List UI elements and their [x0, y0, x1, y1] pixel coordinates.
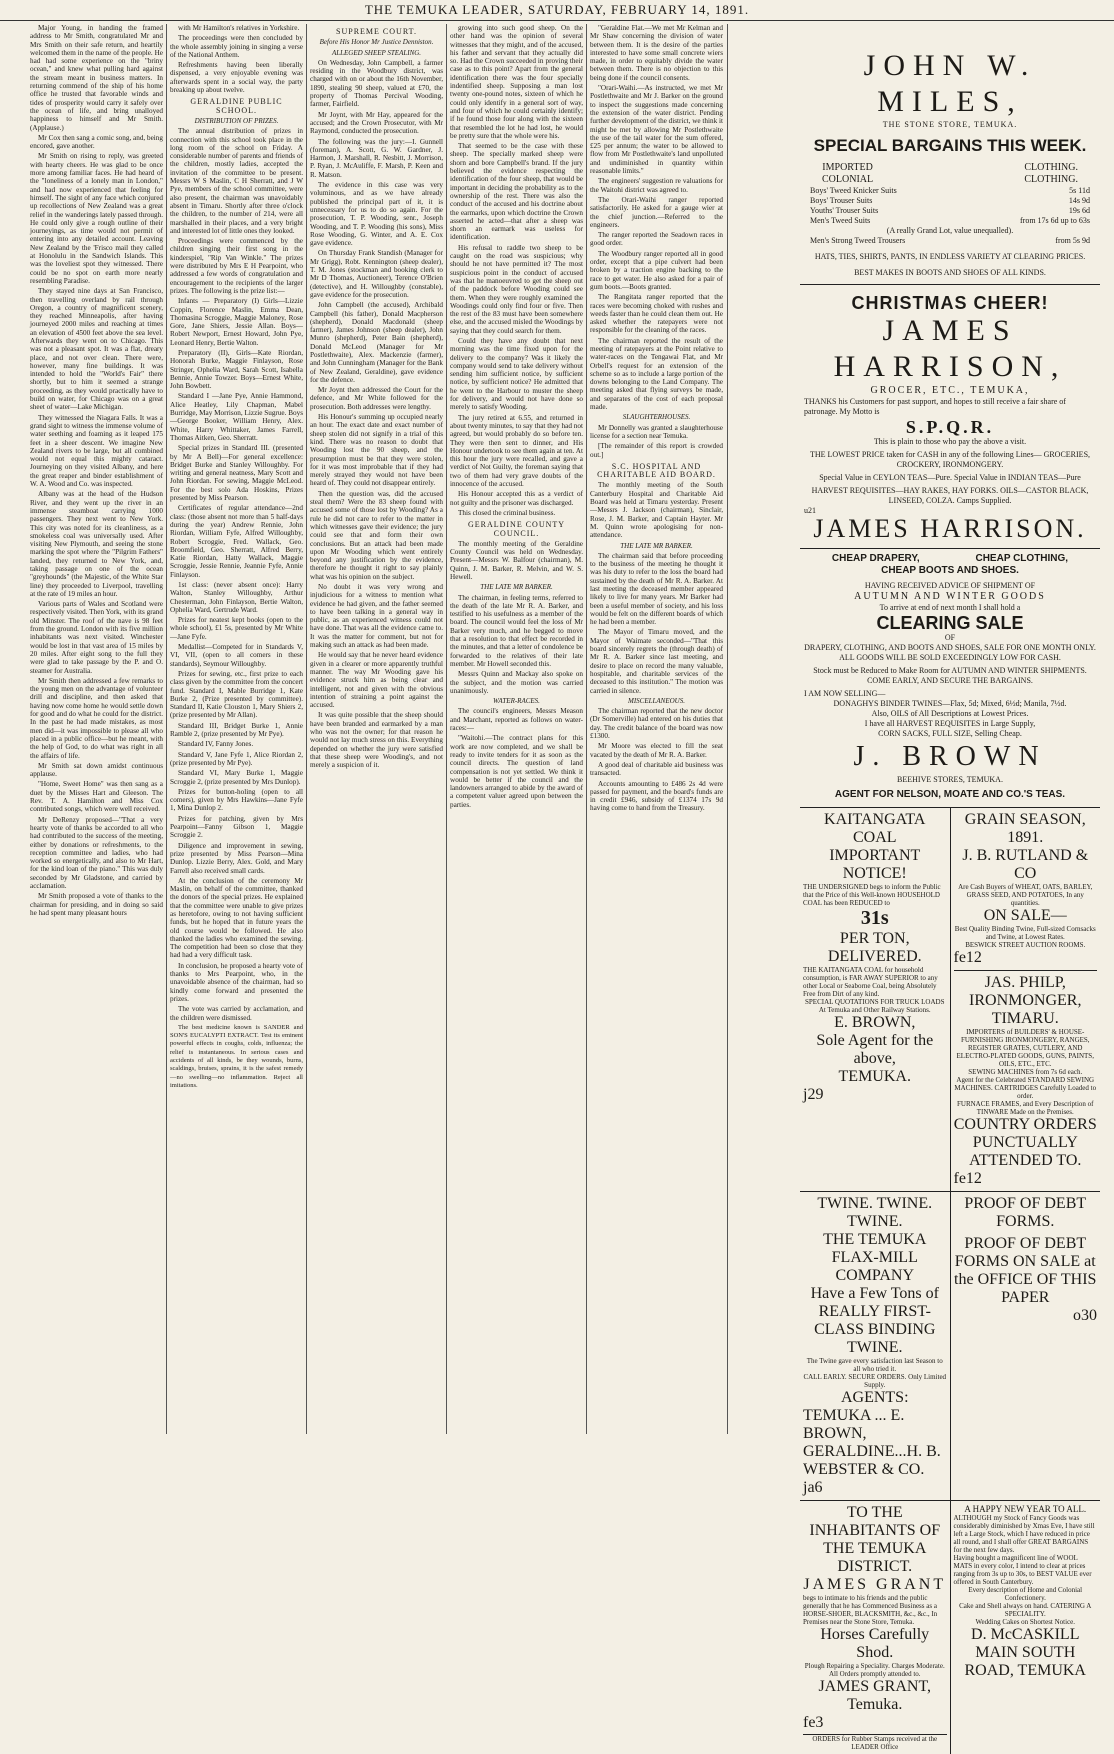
paragraph: Proceedings were commenced by the children singing their first song in the kinderspiel, "Rip Van Winkle." The prizes were distributed by Mrs E H Pearpoint, who addressed a few words of congratulation and encouragement to the recipients of the larger prizes. The following is the prize list:— [170, 237, 303, 295]
ad-row [800, 1501, 1100, 1754]
masthead: THE TEMUKA LEADER, SATURDAY, FEBRUARY 14, 1891. [0, 0, 1114, 21]
price-row [804, 216, 1096, 226]
paragraph: The evidence in this case was very voluminous, and as we have already published the principal part of it, it is unnecessary for us to do so again. For the prosecution, T. P. Wooding, senr., Joseph Wooding, and T. P. Wooding (his sons), Miss Rose Wooding, G. Winter, and A. E. Cox gave evidence. [310, 181, 443, 248]
paragraph: growing into such good sheep. On the other hand was the opinion of several witnesses that they might, and of the accused, his father and servant that they actually did so. Had the Crown succeeded in proving their case as to this point? Apart from the general identification there was the four specially indentified sheep. Supposing a man lost twenty one-pound notes, sixteen of which he could only identify in a general sort of way, and four of which he could certainly identify; if he found those four along with the sixteen that resembled the lot he had lost, he would be pretty sure that the whole were his. [450, 24, 583, 140]
price-row [804, 186, 1096, 196]
column-3 [310, 24, 443, 1434]
ad-title: J. BROWN [853, 741, 1047, 772]
paragraph: The chairman said that before proceeding to the business of the meeting he thought it was his duty to refer to the loss the board had sustained by the death of Mr R. A. Barker. At last meeting the deceased member appeared likely to live for many years. Mr Barker had been a useful member of society, and his loss would be felt on the different boards of which he had been a member. [590, 551, 723, 627]
ad-text: E. BROWN, [834, 1014, 916, 1031]
ad-twine [800, 1192, 951, 1500]
ad-text: Wedding Cakes on Shortest Notice. [975, 1618, 1076, 1626]
paragraph: Accounts amounting to £486 2s 4d were passed for payment, and the board's funds are in credit £946, subsidy of £1374 17s 9d having come to hand from the Treasury. [590, 779, 723, 813]
paragraph: Mr Smith then addressed a few remarks to the young men on the advantage of volunteer drill and discipline, and then asked that having now come home he would settle down for good and do what he could for the district. In the past he had made mistakes, as most men did—it was impossible to please all who placed in a public office—but he meant, with the help of God, to do what was right in all the affairs of life. [30, 676, 163, 760]
ad-title: JAMES GRANT [803, 1576, 947, 1593]
ad-text: SPECIAL QUOTATIONS FOR TRUCK LOADS At Temuka and Other Railway Stations. [805, 998, 945, 1014]
paragraph: John Campbell (the accused), Archibald Campbell (his father), Donald Macpherson (shepherd), Donald Macdonald (sheep farmer), James Johnson (sheep dealer), John Munro (shepherd), Peter Bain (shepherd), Donald McLeod (Manager for Mr Postlethwaite), Alex. Mackenzie (farmer), and John Cunningham (Manager for the Bank of New Zealand, Geraldine), gave evidence for the defence. [310, 301, 443, 384]
item-price: from 17s 6d up to 63s [1020, 216, 1090, 225]
ad-text: JAMES GRANT, [818, 1678, 932, 1695]
ad-motto: S.P.Q.R. [905, 417, 995, 437]
paragraph: Standard V, Jane Fyfe 1, Alice Riordan 2, (prize presented by Mr Pye). [170, 750, 303, 767]
paragraph: On Wednesday, John Campbell, a farmer residing in the Woodbury district, was charged with on or about the 16th November, 1890, stealing 90 sheep, valued at £70, the property of Thomas Percival Wooding, farmer, Fairfield. [310, 58, 443, 109]
ad-headline: KAITANGATA COAL [824, 811, 926, 846]
paragraph: Mr DeRenzy proposed—"That a very hearty vote of thanks be accorded to all who had contributed to the success of the meeting, either by donations or refreshments, to the reception committee and ladies, who had worked so energetically, and also to Mr Hart, for the kind loan of the piano." This was duly seconded by Mr Gladstone, and carried by acclamation. [30, 815, 163, 890]
paragraph: Prizes for button-holing (open to all comers), given by Mrs Hawkins—Jane Fyfe 1, Mina Dunlop 2. [170, 787, 303, 813]
article-subheading: THE LATE MR BARKER. [620, 541, 693, 550]
paragraph: The proceedings were then concluded by the whole assembly joining in singing a verse of the National Anthem. [170, 34, 303, 59]
ad-text: Horses Carefully Shod. [820, 1626, 930, 1661]
ad-code: fe3 [803, 1714, 824, 1731]
ad-text: COME EARLY, AND SECURE THE BARGAINS. [867, 676, 1033, 685]
paragraph: In conclusion, he proposed a hearty vote of thanks to Mrs Pearpoint, who, in the unavoidable absence of the chairman, had so kindly come forward and presented the prizes. [170, 961, 303, 1003]
column-1 [30, 24, 163, 1434]
ad-row [800, 1192, 1100, 1501]
ad-text: I AM NOW SELLING— [804, 689, 886, 698]
ad-text: BESWICK STREET AUCTION ROOMS. [965, 941, 1086, 949]
paragraph: The vote was carried by acclamation, and the children were dismissed. [170, 1005, 303, 1022]
paragraph: Various parts of Wales and Scotland were respectively visited. Then York, with its grand old Minster. The roof of the nave is 98 feet from the ground. London with its five million inhabitants was next visited. Winchester would be lost in that vast area of 15 miles by 20 miles. After eight song to the full they were glad to take passage by the P. and O. steamer for Australia. [30, 600, 163, 675]
ad-text: THE TEMUKA FLAX-MILL COMPANY [823, 1231, 927, 1284]
paragraph: 1st class: (never absent once): Harry Walton, Stanley Willoughby, Arthur Chesterman, John Finlayson, Bertie Walton, Ophelia Ward, Gertrude Ward. [170, 581, 303, 614]
ad-text: J. B. RUTLAND & CO [962, 847, 1089, 882]
paragraph: "Home, Sweet Home" was then sang as a duet by the Misses Hart and Gleeson. The Rev. T. A. Hamilton and Miss Cox contributed songs, which were well received. [30, 780, 163, 814]
ad-code: fe12 [953, 1170, 982, 1187]
article-heading: GERALDINE PUBLIC SCHOOL. [190, 97, 283, 115]
ad-headline: PROOF OF DEBT FORMS. [964, 1195, 1087, 1230]
article-heading: S.C. HOSPITAL AND CHARITABLE AID BOARD. [597, 461, 716, 480]
ad-rubber-stamps: ORDERS for Rubber Stamps received at the LEADER Office [803, 1734, 947, 1751]
paragraph: "Orari-Waihi.—As instructed, we met Mr Postlethwaite and Mr J. Barker on the ground to inspect the suggestions made concerning the extension of the water district. Pending further development of the district, we think it might be met by allowing Mr Postlethwaite the use of the tail water for the sum offered, £25 per annum; the water to be allowed to flow from Mr Postlethwaite's land unpolluted and undiminished in quantity within reasonable limits." [590, 84, 723, 176]
ad-text: THE KAITANGATA COAL for household consumption, is FAR AWAY SUPERIOR to any other Local or Seaborne Coal, being Absolutely Free from Dirt of any kind. [803, 966, 938, 998]
paragraph: Mr Donnelly was granted a slaughterhouse license for a section near Temuka. [590, 423, 723, 440]
paragraph: Infants — Preparatory (I) Girls—Lizzie Coppin, Florence Maslin, Emma Dean, Thomasina Scroggie, Maggie Maloney, Rose Gore, Jane Shiers, Jessie Allan. Boys—Robert Newport, Ernest Howard, John Pye, Leonard Henry, Bertie Walton. [170, 297, 303, 347]
ad-j-brown [800, 549, 1100, 808]
ad-text: ON SALE— [983, 907, 1067, 924]
ad-text: OF [944, 633, 956, 642]
item-label: Boys' Trouser Suits [810, 196, 873, 205]
ad-james-harrison [800, 285, 1100, 549]
column-rule [166, 24, 167, 1434]
paragraph: The council's engineers, Messrs Meason and Marchant, reported as follows on water-races:— [450, 707, 583, 733]
ad-text: DONAGHYS BINDER TWINES—Flax, 5d; Mixed, 6½d; Manila, 7½d. [833, 699, 1067, 708]
ad-headline: JAS. PHILP, [984, 974, 1066, 991]
ad-title: JOHN W. MILES, [863, 49, 1037, 118]
ad-code: j29 [803, 1086, 824, 1103]
ad-text: PER TON, DELIVERED. [827, 930, 922, 965]
article-subheading: MISCELLANEOUS. [628, 696, 685, 705]
ad-headline: SPECIAL BARGAINS THIS WEEK. [813, 136, 1087, 155]
ad-john-miles [800, 24, 1100, 285]
ad-text: Best Quality Binding Twine, Full-sized Cornsacks and Twine, at Lowest Rates. [954, 925, 1096, 941]
article-byline: Before His Honor Mr Justice Denniston. [319, 38, 434, 47]
paragraph: The following was the jury:—I. Gunnell (foreman), A. Scott, G. W. Gardner, J. Harmon, J. Marshall, R. Nesbitt, J. Morrison, P. Ryan, J. McAuliffe, F. Marsh, P. Keen and R. Matson. [310, 137, 443, 179]
paragraph: Special prizes in Standard III. (presented by Mr A Bell)—For general excellence: Bridget Burke and Stanley Willoughby. For writing and general neatness, Mary Scott and John Riordan. For sewing, Maggie McLeod. For the best solo Ada Hoskins, Prizes presented by Miss Pearson. [170, 444, 303, 503]
paragraph: The Rangitata ranger reported that the races were becoming choked with rushes and weeds faster than he could clean them out. He asked whether the ratepayers were not responsible for the cleaning of the races. [590, 293, 723, 335]
ad-code: o30 [1073, 1307, 1097, 1324]
paragraph: No doubt it was very wrong and injudicious for a witness to mention what evidence he had given, and the father seemed to have been talking in a general way in public, as an experienced witness could not have done. That was all the evidence came to. It was the matter for comment, but not for making such an attack as had been made. [310, 583, 443, 650]
ad-text: DRAPERY, CLOTHING, AND BOOTS AND SHOES, SALE FOR ONE MONTH ONLY. [804, 643, 1096, 652]
paragraph: His Honour's summing up occupied nearly an hour. The exact date and exact number of sheep stolen did not signify in a trial of this kind. There was no reason to doubt that Wooding lost the 90 sheep, and the presumption must be that they were stolen, for it was most improbable that if they had merely strayed they would not have been heard of. They could not disappear entirely. [310, 413, 443, 488]
ad-text: Special Value in CEYLON TEAS—Pure. Special Value in INDIAN TEAS—Pure [819, 473, 1081, 482]
ad-headline: TO THE INHABITANTS OF THE TEMUKA DISTRICT. [809, 1504, 941, 1575]
ad-clothing-heading [804, 162, 1096, 186]
paragraph: "Waitohi.—The contract plans for this work are now completed, and we shall be ready to invite tenders for it as soon as the council directs. The question of land compensation is not yet settled. We think it would be better if the council and the landowners arranged to abide by the award of a competent valuer agreed upon between the parties. [450, 734, 583, 809]
ad-kaitangata-coal [800, 808, 951, 1191]
ad-text: HATS, TIES, SHIRTS, PANTS, IN ENDLESS VARIETY AT CLEARING PRICES. [814, 252, 1086, 261]
ad-text: CLOTHING. [1024, 162, 1078, 173]
ad-text: Have a Few Tons of [810, 1285, 939, 1302]
paragraph: The annual distribution of prizes in connection with this school took place in the long room of the school on Friday. A considerable number of parents and friends of the children, mostly ladies, accepted the invitation of the committee to be present. Messrs W S Maslin, C H Sherratt, and J W Pye, members of the school committee, were also present, the chairman was unavoidably absent in Timaru. Shortly after three o'clock the children, to the number of 214, were all marshalled in their places, and a very bright and interested lot of little ones they looked. [170, 127, 303, 235]
ad-text: HARVEST REQUISITES—HAY RAKES, HAY FORKS. OILS—CASTOR BLACK, LINSEED, COLZA. Camps Supplied. [811, 486, 1089, 505]
ad-text: All Orders promptly attended to. [828, 1670, 921, 1678]
item-price: from 5s 9d [1055, 236, 1090, 245]
ad-text: This is plain to those who pay the above a visit. [873, 437, 1027, 446]
paragraph: Standard I —Jane Pye, Annie Hammond, Alice Heatley, Lily Chapman, Mabel Burridge, May Morrison, Lizzie Sugrue. Boys—George Booker, William Henry, Alex. White, Harry Whittaker, James Farrell, Thomas Aitken, Geo. Sherratt. [170, 392, 303, 442]
ad-subtitle: BEEHIVE STORES, TEMUKA. [897, 775, 1003, 784]
ad-grain-season [951, 808, 1101, 1191]
paragraph: It was quite possible that the sheep should have been branded and earmarked by a man who was not the owner; for that reason he would not lay much stress on this. Everything depended on whether the jury were satisfied that these sheep were Wooding's, and not merely a suspicion of it. [310, 711, 443, 770]
ad-code: fe12 [953, 949, 982, 966]
item-price: 19s 6d [1068, 206, 1090, 215]
ad-text: HAVING RECEIVED ADVICE OF SHIPMENT OF [864, 581, 1036, 590]
paragraph: Mr Smith sat down amidst continuous applause. [30, 761, 163, 779]
ad-text: IMPORTED [822, 162, 873, 173]
paragraph: Refreshments having been liberally dispensed, a very enjoyable evening was afterwards spent in a social way, the party breaking up about twelve. [170, 61, 303, 95]
ad-text: begs to intimate to his friends and the public generally that he has Commenced Business as a HORSE-SHOER, BLACKSMITH, &c., &c., In Premises near the Stone Store, Temuka. [803, 1594, 938, 1626]
ad-headline: AGENT FOR NELSON, MOATE AND CO.'S TEAS. [834, 789, 1066, 800]
article-subheading: DISTRIBUTION OF PRIZES. [194, 116, 279, 125]
column-4 [450, 24, 583, 1434]
paragraph: Messrs Quinn and Mackay also spoke on the subject, and the motion was carried unanimously. [450, 670, 583, 695]
paragraph: Then the question was, did the accused steal them? Were the 83 sheep found with accused some of those lost by Wooding? As a rule he did not care to refer to the matter in which witnesses gave their evidence; the jury could see that and form their own conclusions. But an attack had been made upon Mr Wooding which went entirely beyond any justification by the evidence, therefore he thought it right to say plainly what was his opinion on the subject. [310, 489, 443, 581]
item-label: Boys' Tweed Knicker Suits [810, 186, 897, 195]
ad-text: Sole Agent for the above, [816, 1032, 934, 1067]
paragraph: "Geraldine Flat.—We met Mr Kelman and Mr Shaw concerning the division of water between them. It is the desire of the parties interested to have some small concrete wiers made, in order to equitably divide the water between them. There is no objection to this being done if the council consents. [590, 24, 723, 82]
paragraph: Prizes for patching, given by Mrs Pearpoint—Fanny Gibson 1, Maggie Scroggie 2. [170, 814, 303, 840]
ad-proof-of-debt [951, 1192, 1101, 1500]
ad-text: CLOTHING. [1024, 174, 1078, 185]
paragraph: At the conclusion of the ceremony Mr Maslin, on behalf of the committee, thanked the donors of the special prizes. He explained that the committee were unable to give prizes as heretofore, owing to not having sufficient funds, but he hoped that in future years the old course would be followed. He also thanked the ladies who examined the sewing. The competition had been so close that they had had a very difficult task. [170, 876, 303, 960]
item-label: (A really Grand Lot, value unequalled). [886, 226, 1014, 235]
ad-subtitle: THE STONE STORE, TEMUKA. [882, 120, 1018, 129]
ad-headline: CHRISTMAS CHEER! [851, 293, 1049, 313]
ad-text: BEST MAKES IN BOOTS AND SHOES OF ALL KINDS. [854, 268, 1046, 277]
price-row [804, 236, 1096, 246]
article-subheading: WATER-RACES. [493, 697, 540, 706]
ad-subtitle: IRONMONGER, TIMARU. [969, 992, 1082, 1027]
ad-text: COLONIAL [822, 174, 874, 185]
ad-text: PROOF OF DEBT FORMS ON SALE at the OFFICE OF THIS PAPER [954, 1235, 1097, 1306]
price-row [804, 196, 1096, 206]
paragraph: Standard IV, Fanny Jones. [178, 740, 254, 749]
paragraph: Mr Moore was elected to fill the seat vacated by the death of Mr R. A. Barker. [590, 742, 723, 759]
ad-title: D. McCASKILL [971, 1626, 1080, 1643]
ad-james-grant [800, 1501, 951, 1754]
ad-text: ALTHOUGH my Stock of Fancy Goods was considerably diminished by Xmas Eve, I have still left a Large Stock, which I have reduced in price all round, and I shall offer GREAT BARGAINS for the next few days. [953, 1514, 1095, 1554]
ad-text: Also, OILS of All Descriptions at Lowest Prices. [871, 709, 1029, 718]
article-heading: SUPREME COURT. [336, 27, 417, 36]
ad-text: THANKS his Customers for past support, and hopes to still receive a fair share of patronage. My Motto is [804, 397, 1066, 416]
ad-text: SEWING MACHINES from 7s 6d each. [968, 1068, 1083, 1076]
paragraph: A good deal of charitable aid business was transacted. [590, 760, 723, 778]
ad-text: Stock must be Reduced to Make Room for AUTUMN AND WINTER SHIPMENTS. [813, 666, 1087, 675]
paragraph: They stayed nine days at San Francisco, then travelling overland by rail through Oregon, a country of magnificent scenery, they reached Minneapolis, after having journeyed 2000 miles and reaching at times an elevation of 4500 feet above the sea level. Afterwards they went on to Chicago. This was not a pleasant spot. It was a flat, dreary place, and not over clean. There were, however, many fine buildings. It was intended to hold the "World's Fair" there shortly, but to him it seemed a strange proceeding, as they would practically have to build on water, for Chicago was on a great sheet of water—Lake Michigan. [30, 287, 163, 412]
paragraph: The Woodbury ranger reported all in good order, except that a pipe culvert had been broken by a traction engine backing to the race to get water. He also asked for a pair of gum boots.—Boots granted. [590, 249, 723, 291]
price-row [804, 226, 1096, 236]
paragraph: That seemed to be the case with these sheep. The specially marked sheep were shorn and bore Campbell's brand. If the jury believed the evidence respecting the identification of the four sheep, that would be important in deciding the probability as to the ownership of the rest. There was also the conduct of the accused and his doctrine about the earmarks, upon which doctrine the Crown asserted he acted—that after a sheep was shorn an earmark was useless for identification. [450, 142, 583, 242]
paragraph: Mr Joynt then addressed the Court for the defence, and Mr White followed for the prosecution. Both addresses were lengthy. [310, 386, 443, 411]
paragraph: The engineers' suggestion re valuations for the Waitohi district was agreed to. [590, 177, 723, 194]
ad-text: Agent for the Celebrated STANDARD SEWING MACHINES. CARTRIDGES Carefully Loaded to order. [954, 1076, 1097, 1100]
paragraph: The Mayor of Timaru moved, and the Mayor of Waimate seconded—"That this board sincerely regrets the (through death) of Mr R. A. Barker since last meeting, and desire to place on record the many valuable, hospitable, and charitable services of the deceased to this institution." The motion was carried in silence. [590, 628, 723, 695]
ad-title: JAMES HARRISON. [813, 514, 1087, 543]
advertisements-column [800, 24, 1100, 1751]
column-rule [306, 24, 307, 1434]
paragraph: Prizes for neatest kept books (open to the whole school), £1 5s, presented by Mr White—Jane Fyfe. [170, 616, 303, 641]
paragraph: Mr Smith on rising to reply, was greeted with hearty cheers. He was glad to be once more among familiar faces. He had heard of the "loneliness of a lonely man in London," and had now experienced that feeling for himself. The sight of any face which conjured up recollections of New Zealand was a great relief in the wanderings lately passed through. He could only give a rough outline of their journeyings, as time would not permit of entering into any detailed account. Leaving New Zealand by the 'Frisco mail they called at Honolulu in the Sandwich Islands. This was the loveliest spot they witnessed. There could be no spot on earth more nearly resembling Paradise. [30, 152, 163, 285]
ad-text: AUTUMN AND WINTER GOODS [854, 591, 1046, 602]
article-subheading: THE LATE MR BARKER. [480, 583, 553, 592]
paragraph: Prizes for sewing, etc., first prize to each class given by the committee from the concert fund. Standard I, Mable Burridge 1, Kate Burke 2, (Prize presented by committee). Standard II, Katie Clouston 1, Mary Shiers 2, (prize presented by Mr Allan). [170, 669, 303, 720]
ad-text: Plough Repairing a Speciality. Charges Moderate. [804, 1662, 945, 1670]
paragraph: This closed the criminal business. [458, 508, 556, 517]
paragraph: Diligence and improvement in sewing, prize presented by Miss Pearson—Mina Dunlop. Lizzie Berry, Alex. Gold, and Mary Farrell also received small cards. [170, 841, 303, 875]
paragraph: His Honour accepted this as a verdict of not guilty and the prisoner was discharged. [450, 490, 583, 507]
ad-text: Temuka. [847, 1696, 903, 1713]
ad-happy-new-year [951, 1501, 1101, 1754]
item-label: Youths' Trouser Suits [810, 206, 879, 215]
ad-headline: CHEAP DRAPERY, [831, 553, 920, 564]
ad-text: Cake and Shell always on hand. CATERING A SPECIALITY. [959, 1602, 1092, 1618]
ad-text: FURNACE FRAMES, and Every Description of TINWARE Made on the Premises. [957, 1100, 1094, 1116]
ad-headline: A HAPPY NEW YEAR TO ALL. [964, 1504, 1087, 1514]
paragraph: They witnessed the Niagara Falls. It was a grand sight to witness the immense volume of water seething and foaming as it leaped 175 feet in a sheer descent. We imagine New Zealand rivers to be large, but all combined would not equal this mighty cataract. Journeying on they visited Albany, and here the great reaper and binder establishment of W. A. Wood and Co. was inspected. [30, 413, 163, 489]
paragraph: The ranger reported the Seadown races in good order. [590, 231, 723, 248]
ad-text: TEMUKA. [838, 1068, 911, 1085]
ad-text: CALL EARLY. SECURE ORDERS. Only Limited Supply. [803, 1373, 947, 1389]
paragraph: Certificates of regular attendance—2nd class: (those absent not more than 5 half-days during the year) Andrew Rennie, John Riordan, William Fyfe, Alfred Willoughby, Robert Scroggie, Fred. Wallack, Geo. Broomfield, Geo. Sherratt, Alfred Berry, Katie Riordan, Hatty Wallack, Maggie Scroggie, Jessie Rennie, Jeannie Fyfe, Annie Finlayson. [170, 504, 303, 579]
paragraph: with Mr Hamilton's relatives in Yorkshire. [178, 24, 300, 32]
paragraph: The chairman reported the result of the meeting of ratepayers at the Point relative to water-races on the Tengawai Flat, and Mr Orbell's request for an extension of the scheme so as to include a large portion of the downs belonging to the Land Company. The meeting asked that flying surveys be made, and separates of the cost of each proposal made. [590, 336, 723, 412]
article-heading: GERALDINE COUNTY COUNCIL. [467, 520, 566, 538]
column-rule [446, 24, 447, 1434]
ad-text: THE LOWEST PRICE taken for CASH in any of the following Lines— GROCERIES, CROCKERY, IRONMONGERY. [809, 450, 1091, 469]
ad-subtitle: GROCER, ETC., TEMUKA, [870, 385, 1030, 396]
item-price: 14s 9d [1068, 196, 1090, 205]
ad-text: To arrive at end of next month I shall hold a [879, 603, 1021, 612]
ad-code: ja6 [803, 1479, 823, 1496]
ad-jas-philp [954, 970, 1098, 1188]
ad-headline: CHEAP BOOTS AND SHOES. [881, 565, 1019, 576]
paragraph: Preparatory (II), Girls—Kate Riordan, Honorah Burke, Maggie Finlayson, Rose Stringer, Ophelia Ward, Sarah Scott, Isabella Bennie, Annie Towzer. Boys—Ernest White, John Bowbett. [170, 348, 303, 391]
paragraph: Albany was at the head of the Hudson River, and they went up the river in an immense steamboat carrying 1000 passengers. They next went to New York. This city was noted for its cleanliness, as a smokeless coal was universally used. After visiting New Plymouth, and seeing the stone marking the spot where the "Pilgrim Fathers" landed, they returned to New York, and, taking passage on one of the ocean "greyhounds" (the Majestic, of the White Star line) they proceeded to Liverpool, travelling at the rate of 19 miles an hour. [30, 490, 163, 598]
paragraph: The jury retired at 6.55, and returned in about twenty minutes, to say that they had not agreed, but would probably do so before ten. They were then sent to dinner, and His Honour undertook to see them again at ten. At this hour the jury were recalled, and gave a verdict of Not Guilty, the foreman saying that two of them had very grave doubts of the innocence of the accused. [450, 413, 583, 489]
paragraph: On Thursday Frank Standish (Manager for Mr Grigg), Robt. Kennington (sheep dealer), T. M. Jones (stockman and booking clerk to Mr D Thomas, Auctioneer), Terence O'Brien (detective), and H. Willoughby (constable), gave evidence for the prosecution. [310, 249, 443, 299]
paragraph: The chairman reported that the new doctor (Dr Somerville) had entered on his duties that day. The credit balance of the board was now £1300. [590, 707, 723, 741]
ad-code: u21 [804, 506, 816, 515]
paragraph: The monthly meeting of the South Canterbury Hospital and Charitable Aid Board was held at Timaru yesterday. Present—Messrs J. Jackson (chairman), Sinclair, Rose, J. M. Barker, and Captain Hayter. Mr M. Quinn wrote apologising for non-attendance. [590, 481, 723, 540]
paragraph: The Orari-Waihi ranger reported satisfactorily. He asked for a gauge wier at the chief junction.—Referred to the engineers. [590, 195, 723, 229]
paragraph: Mr Cox then sang a comic song, and, being encored, gave another. [30, 133, 163, 151]
ad-text: Having bought a magnificent line of WOOL MATS in every color, I intend to clear at prices ranging from 3s up to 30s, to BEST VALUE ever offered in South Canterbury. [953, 1554, 1092, 1586]
ad-text: Every description of Home and Colonial Confectionery. [968, 1586, 1083, 1602]
ad-text: CORN SACKS, FULL SIZE, Selling Cheap. [878, 729, 1022, 738]
paragraph: He would say that he never heard evidence given in a clearer or more apparently truthful manner. The way Mr Wooding gave his evidence struck him as being clear and intelligent, not and given with the obvious intention of straining a point against the accused. [310, 651, 443, 710]
paragraph: Medallist—Competed for in Standards V, VI, VII, (open to all comers in these standards), Seymour Willoughby. [170, 643, 303, 668]
advertisement-paragraph: The best medicine known is SANDER and SON'S EUCALYPTI EXTRACT. Test its eminent powerful effects in coughs, colds, influenza; the relief is instantaneous. In serious cases and accidents of all kinds, be they wounds, burns, scaldings, bruises, sprains, it is the safest remedy—no swelling—no inflammation. Reject all imitations. [170, 1023, 303, 1089]
ad-text: GERALDINE...H. B. WEBSTER & CO. [803, 1443, 941, 1478]
paragraph: Mr Joynt, with Mr Hay, appeared for the accused; and the Crown Prosecutor, with Mr Raymond, conducted the prosecution. [310, 110, 443, 136]
column-rule [586, 24, 587, 1434]
paragraph: Mr Smith proposed a vote of thanks to the chairman for presiding, and in doing so said he had spent many pleasant hours [30, 892, 163, 917]
ad-title: JAMES HARRISON, [833, 314, 1067, 383]
ad-text: THE UNDERSIGNED begs to inform the Public that the Price of this Well-known HOUSEHOLD COAL has been REDUCED to [803, 883, 941, 907]
paragraph: Standard III, Bridget Burke 1, Annie Ramble 2, (prize presented by Mr Pye). [170, 721, 303, 739]
paragraph: Major Young, in handing the framed address to Mr Smith, congratulated Mr and Mrs Smith on their safe return, and heartily welcomed them in the name of the people. He had had some experience on the "briny ocean," and knew what pulling hard against the stream meant in business matters. In returning commend of the ship of his home office he trusted that favorable winds and tides of prosperity would carry it safely over the ocean of life, and bring unalloyed happiness to himself and Mr Smith. (Applause.) [30, 24, 163, 132]
ad-row [800, 808, 1100, 1192]
item-price: 5s 11d [1069, 186, 1090, 195]
ad-text: The Twine gave every satisfaction last Season to all who tried it. [806, 1357, 943, 1373]
ad-headline: TWINE. TWINE. TWINE. [817, 1195, 933, 1230]
paragraph: Could they have any doubt that next morning was the time fixed upon for the delivery to the company? Was it likely the company would send to take delivery without sending him sufficient notice, by sufficient notice, by sufficient notice? He admitted that he went to the Harbour to muster the sheep for delivery, and would not have done so merely to satisfy Wooding. [450, 336, 583, 412]
article-subheading: ALLEGED SHEEP STEALING. [331, 48, 422, 57]
ad-text: IMPORTANT NOTICE! [829, 847, 921, 882]
ad-text: ATTENDED TO. [969, 1152, 1082, 1169]
ad-headline: COUNTRY ORDERS PUNCTUALLY [953, 1116, 1097, 1151]
ad-headline: CHEAP CLOTHING, [975, 553, 1069, 564]
ad-text: I have all HARVEST REQUISITES in Large Supply, [864, 719, 1036, 728]
ad-text: AGENTS: [840, 1389, 909, 1406]
column-rule [727, 24, 728, 1434]
ad-text: Are Cash Buyers of WHEAT, OATS, BARLEY, GRASS SEED, AND POTATOES, In any quantities. [958, 883, 1093, 907]
ad-text: IMPORTERS of BUILDERS' & HOUSE-FURNISHING IRONMONGERY, RANGES, REGISTER GRATES, CUTLERY, AND ELECTRO-PLATED GOODS, GUNS, PAINTS, OILS, ETC., ETC. [956, 1028, 1094, 1068]
ad-subtitle: MAIN SOUTH ROAD, TEMUKA [964, 1644, 1086, 1679]
ad-text: ALL GOODS WILL BE SOLD EXCEEDINGLY LOW FOR CASH. [839, 653, 1061, 662]
ad-headline: CLEARING SALE [876, 613, 1024, 633]
column-2 [170, 24, 303, 1434]
item-label: Men's Strong Tweed Trousers [810, 236, 906, 245]
paragraph: The monthly meeting of the Geraldine County Council was held on Wednesday. Present—Messrs W. Balfour (chairman), M. Quinn, J. M. Barker, R. Melvin, and W. S. Hewell. [450, 539, 583, 581]
ad-price: 31s [860, 907, 889, 929]
column-5 [590, 24, 723, 1434]
paragraph: The chairman, in feeling terms, referred to the death of the late Mr R. A. Barker, and testified to his usefulness as a member of the board. The council would feel the loss of Mr Barker very much, and he begged to move that a resolution to that effect be recorded in the minutes, and that a letter of condolence be forwarded to the relatives of their late member. Mr Howell seconded this. [450, 593, 583, 668]
ad-text: REALLY FIRST-CLASS BINDING TWINE. [814, 1303, 936, 1356]
article-subheading: SLAUGHTERHOUSES. [622, 413, 691, 422]
ad-text: TEMUKA ... E. BROWN, [803, 1407, 905, 1442]
price-row [804, 206, 1096, 216]
ad-headline: GRAIN SEASON, 1891. [964, 811, 1086, 846]
paragraph: Standard VI, Mary Burke 1, Maggie Scroggie 2, (prize presented by Mrs Dunlop). [170, 769, 303, 786]
paragraph: His refusal to raddle two sheep to be caught on the road was suspicious; why should he not have permitted it? The most suspicious point in the conduct of accused was that he manoeuvred to get the sheep out of the paddock before Wooding could see them. When they were roughly examined the Woodings could only find four or five. Then the rest of the 83 must have been somewhere else, and the accused misled the Woodings by saying that they could search for them. [450, 243, 583, 335]
paragraph: [The remainder of this report is crowded out.] [590, 442, 723, 459]
item-label: Men's Tweed Suits [810, 216, 871, 225]
